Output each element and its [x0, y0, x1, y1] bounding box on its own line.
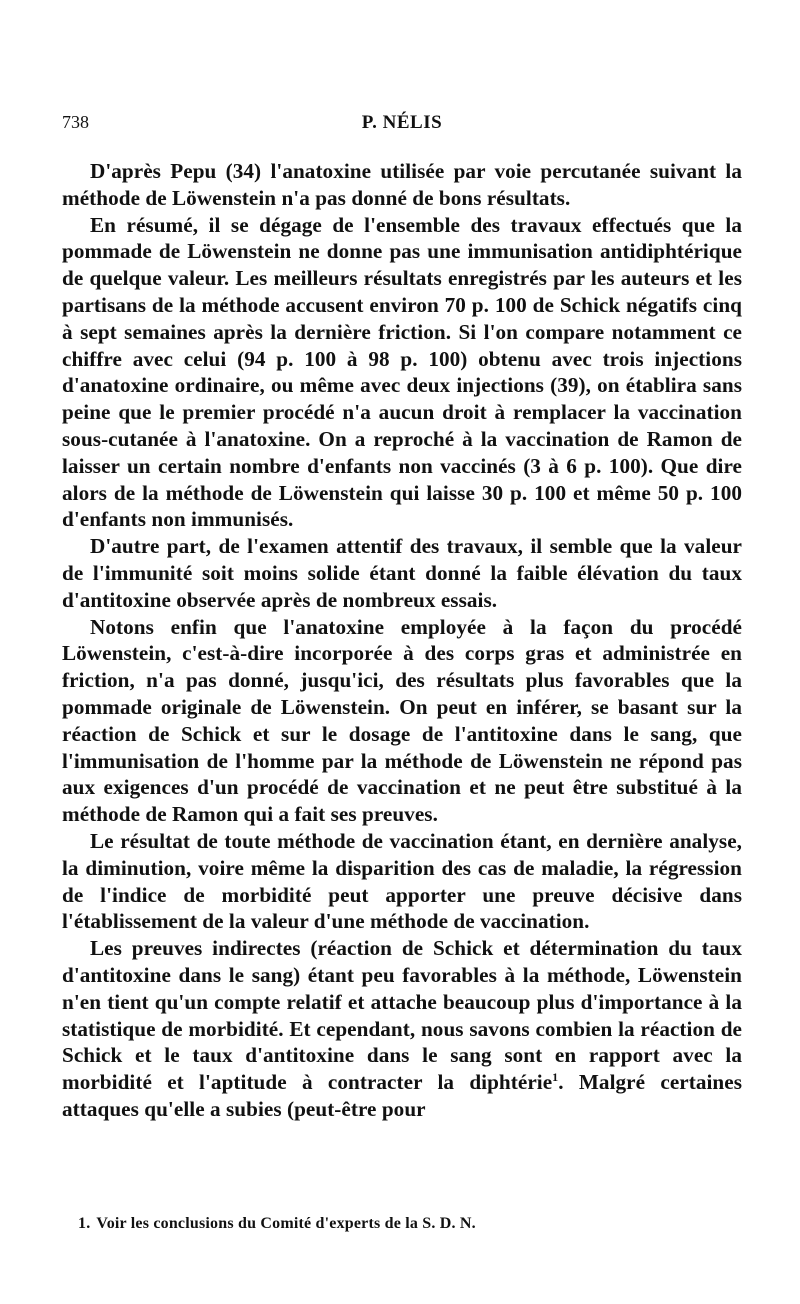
- paragraph: Le résultat de toute méthode de vaccination étant, en dernière analyse, la diminution, voire même la disparition des cas de maladie, la régression de l'indice de morbidité peut apporter une preuve décisive dans l'établissement de la valeur d'une méthode de vaccination.: [62, 828, 742, 934]
- paragraph: D'autre part, de l'examen attentif des travaux, il semble que la valeur de l'immunité soit moins solide étant donné la faible élévation du taux d'antitoxine observée après de nombreux essais.: [62, 534, 742, 612]
- running-head: P. NÉLIS: [361, 112, 443, 133]
- footnote-text: Voir les conclusions du Comité d'experts de la S. D. N.: [96, 1215, 476, 1232]
- body-text: [62, 158, 742, 1123]
- page-number: 738: [62, 112, 89, 132]
- footnote-number: 1.: [78, 1215, 91, 1232]
- paragraph: En résumé, il se dégage de l'ensemble des travaux effectués que la pommade de Löwenstein ne donne pas une immunisation antidiphtérique de quelque valeur. Les meilleurs résultats enregistrés par les auteurs et les partisans de la méthode accusent environ 70 p. 100 de Schick négatifs cinq à sept semaines après la dernière friction. Si l'on compare notamment ce chiffre avec celui (94 p. 100 à 98 p. 100) obtenu avec trois injections d'anatoxine ordinaire, ou même avec deux injections (39), on établira sans peine que le premier procédé n'a aucun droit à remplacer la vaccination sous-cutanée à l'anatoxine. On a reproché à la vaccination de Ramon de laisser un certain nombre d'enfants non vaccinés (3 à 6 p. 100). Que dire alors de la méthode de Löwenstein qui laisse 30 p. 100 et même 50 p. 100 d'enfants non immunisés.: [62, 212, 742, 532]
- paragraph: Notons enfin que l'anatoxine employée à la façon du procédé Löwenstein, c'est-à-dire incorporée à des corps gras et administrée en friction, n'a pas donné, jusqu'ici, des résultats plus favorables que la pommade originale de Löwenstein. On peut en inférer, se basant sur la réaction de Schick et sur le dosage de l'antitoxine dans le sang, que l'immunisation de l'homme par la méthode de Löwenstein ne répond pas aux exigences d'un procédé de vaccination et ne peut être substitué à la méthode de Ramon qui a fait ses preuves.: [62, 614, 742, 827]
- paragraph: D'après Pepu (34) l'anatoxine utilisée par voie percutanée suivant la méthode de Löwenstein n'a pas donné de bons résultats.: [62, 159, 742, 210]
- document-page: [62, 112, 742, 1123]
- footnote-marker[interactable]: 1: [552, 1070, 559, 1085]
- footnote: [78, 1215, 738, 1233]
- page-header: [62, 112, 742, 142]
- paragraph-text: Les preuves indirectes (réaction de Schick et détermination du taux d'antitoxine dans le sang) étant peu favorables à la méthode, Löwenstein n'en tient qu'un compte relatif et attache beaucoup plus d'importance à la statistique de morbidité. Et cependant, nous savons combien la réaction de Schick et le taux d'antitoxine dans le sang sont en rapport avec la morbidité et l'aptitude à contracter la diphtérie: [62, 936, 742, 1095]
- paragraph: [62, 935, 742, 1123]
- paragraph-text: . Malgré certaines attaques qu'elle a subies (peut-être pour: [62, 1070, 742, 1121]
